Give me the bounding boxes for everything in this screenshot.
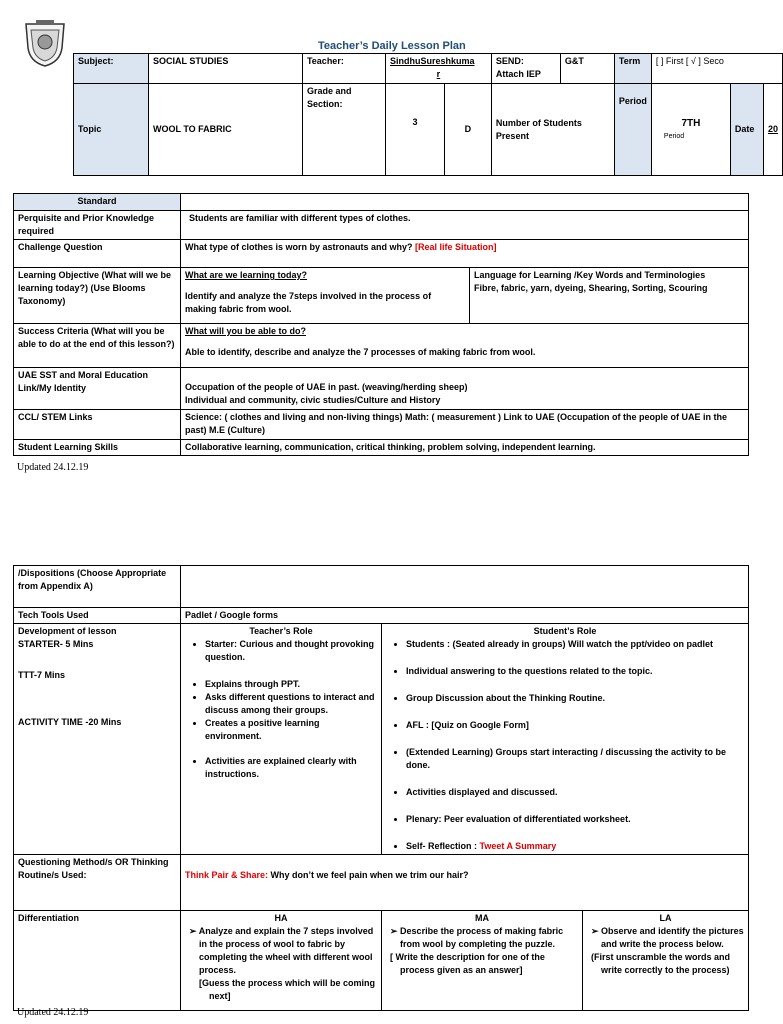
tech-label: Tech Tools Used — [14, 608, 181, 624]
student-item: • Individual answering to the questions related to the topic. — [406, 665, 744, 678]
students-label: Number of Students Present — [491, 84, 614, 176]
standard-value — [181, 194, 749, 211]
updated-note-2: Updated 24.12.19 — [17, 1007, 89, 1018]
skills-value: Collaborative learning, communication, critical thinking, problem solving, independent learning. — [181, 440, 749, 456]
dispositions-label: /Dispositions (Choose Appropriate from Appendix A) — [14, 566, 181, 608]
questioning-label: Questioning Method/s OR Thinking Routine/s Used: — [14, 855, 181, 911]
teacher-item: • Starter: Curious and thought provoking question. — [205, 638, 377, 664]
objective-label: Learning Objective (What will we be learning today?) (Use Blooms Taxonomy) — [14, 268, 181, 324]
differentiation-label: Differentiation — [14, 911, 181, 1011]
prior-label: Perquisite and Prior Knowledge required — [14, 211, 181, 240]
ccl-label: CCL/ STEM Links — [14, 410, 181, 440]
teacher-role-cell: Teacher’s Role • Starter: Curious and thought provoking question. • Explains through PPT. • Asks different questions to interact and discuss among their groups. • Creates a positive learning environment. • Activities are explained clearly with instructions. — [181, 624, 382, 855]
skills-label: Student Learning Skills — [14, 440, 181, 456]
success-label: Success Criteria (What will you be able to do at the end of this lesson?) — [14, 324, 181, 368]
lesson-table — [13, 565, 749, 1011]
student-item: • Self- Reflection : Tweet A Summary — [406, 840, 744, 853]
development-label: Development of lesson STARTER- 5 Mins TTT-7 Mins ACTIVITY TIME -20 Mins — [14, 624, 181, 855]
topic-value: WOOL TO FABRIC — [148, 84, 302, 176]
student-item: • Plenary: Peer evaluation of differentiated worksheet. — [406, 813, 744, 826]
objective-value: What are we learning today? Identify and analyze the 7steps involved in the process of making fabric from wool. — [181, 268, 470, 324]
dispositions-value — [181, 566, 749, 608]
uae-value: Occupation of the people of UAE in past. (weaving/herding sheep) Individual and community, civic studies/Culture and History — [181, 368, 749, 410]
term-value: [ ] First [ √ ] Seco — [651, 54, 782, 84]
subject-label: Subject: — [74, 54, 149, 84]
teacher-item: • Activities are explained clearly with instructions. — [205, 755, 377, 781]
date-value: 20 — [763, 84, 782, 176]
standard-table — [13, 193, 749, 456]
ccl-value: Science: ( clothes and living and non-living things) Math: ( measurement ) Link to UAE (Occupation of the people of UAE in the past) M.E (Culture) — [181, 410, 749, 440]
uae-label: UAE SST and Moral Education Link/My Identity — [14, 368, 181, 410]
prior-value: Students are familiar with different types of clothes. — [181, 211, 749, 240]
grade-label: Grade and Section: — [302, 84, 385, 176]
standard-label: Standard — [14, 194, 181, 211]
period-label: Period — [614, 84, 651, 176]
teacher-label: Teacher: — [302, 54, 385, 84]
send-cell: SEND: Attach IEP — [491, 54, 560, 84]
questioning-value: Think Pair & Share: Why don’t we feel pain when we trim our hair? — [181, 855, 749, 911]
updated-note-1: Updated 24.12.19 — [17, 462, 89, 473]
teacher-item: • Creates a positive learning environment. — [205, 717, 377, 743]
teacher-item: • Explains through PPT. — [205, 678, 377, 691]
school-crest-logo — [22, 18, 68, 68]
ma-cell: MA ➢ Describe the process of making fabric from wool by completing the puzzle. [ Write the description for one of the process given as an answer] — [382, 911, 583, 1011]
student-role-cell: Student’s Role • Students : (Seated already in groups) Will watch the ppt/video on padlet • Individual answering to the questions related to the topic. • Group Discussion about the Thinking Routine. • AFL : [Quiz on Google Form] • (Extended Learning) Groups start interacting / discussing the activity to be done. • Activities displayed and discussed. • Plenary: Peer evaluation of differentiated worksheet. • Self- Reflection : Tweet A Summary — [382, 624, 749, 855]
subject-value: SOCIAL STUDIES — [148, 54, 302, 84]
grade-value: 3 — [385, 84, 444, 176]
header-table — [73, 53, 783, 176]
period-value: 7TH Period — [651, 84, 730, 176]
topic-label: Topic — [74, 84, 149, 176]
challenge-value: What type of clothes is worn by astronauts and why? [Real life Situation] — [181, 240, 749, 268]
teacher-item: • Asks different questions to interact and discuss among their groups. — [205, 691, 377, 717]
section-value: D — [444, 84, 491, 176]
term-label: Term — [614, 54, 651, 84]
student-item: • AFL : [Quiz on Google Form] — [406, 719, 744, 732]
student-item: • Group Discussion about the Thinking Routine. — [406, 692, 744, 705]
student-item: • Students : (Seated already in groups) Will watch the ppt/video on padlet — [406, 638, 744, 651]
ha-cell: HA ➢ Analyze and explain the 7 steps involved in the process of wool to fabric by completing the wheel with different wool process. [Guess the process which will be coming next] — [181, 911, 382, 1011]
success-value: What will you be able to do? Able to identify, describe and analyze the 7 processes of making fabric from wool. — [181, 324, 749, 368]
page-title: Teacher’s Daily Lesson Plan — [318, 40, 466, 52]
tech-value: Padlet / Google forms — [181, 608, 749, 624]
language-cell: Language for Learning /Key Words and Terminologies Fibre, fabric, yarn, dyeing, Shearing, Sorting, Scouring — [470, 268, 749, 324]
la-cell: LA ➢ Observe and identify the pictures and write the process below. (First unscramble the words and write correctly to the process) — [583, 911, 749, 1011]
gt-label: G&T — [560, 54, 614, 84]
teacher-value: SindhuSureshkuma r — [385, 54, 491, 84]
student-item: • Activities displayed and discussed. — [406, 786, 744, 799]
date-label: Date — [730, 84, 763, 176]
challenge-label: Challenge Question — [14, 240, 181, 268]
student-item: • (Extended Learning) Groups start interacting / discussing the activity to be done. — [406, 746, 744, 772]
